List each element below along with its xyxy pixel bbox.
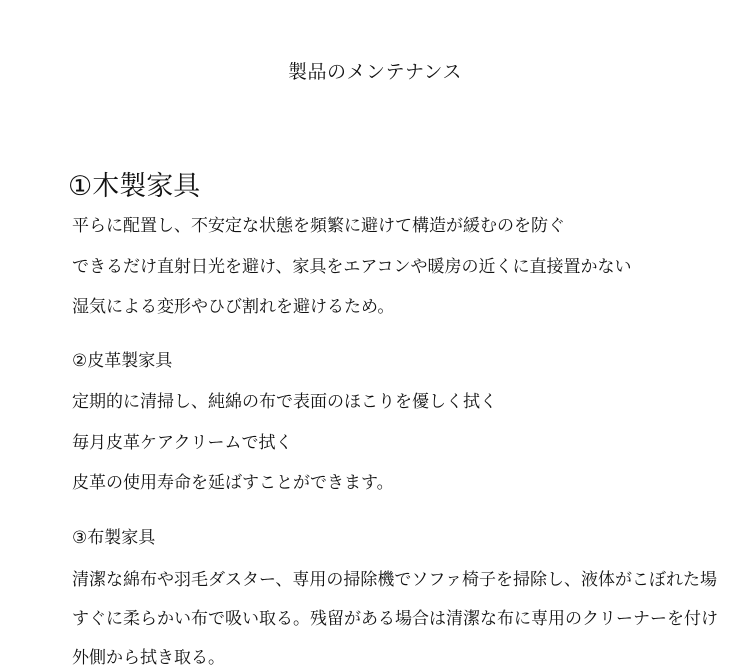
section-heading-wood: ①木製家具: [68, 171, 201, 202]
section-leather-line-3: 皮革の使用寿命を延ばすことができます。: [72, 473, 394, 493]
section-heading-fabric: ③布製家具: [72, 528, 156, 548]
section-fabric-line-1: 清潔な綿布や羽毛ダスター、専用の掃除機でソファ椅子を掃除し、液体がこぼれた場: [72, 570, 717, 590]
page-title: 製品のメンテナンス: [288, 61, 462, 83]
section-wood-line-2: できるだけ直射日光を避け、家具をエアコンや暖房の近くに直接置かない: [72, 257, 632, 277]
section-wood-line-1: 平らに配置し、不安定な状態を頻繁に避けて構造が緩むのを防ぐ: [72, 216, 565, 236]
section-wood-line-3: 湿気による変形やひび割れを避けるため。: [72, 297, 395, 317]
section-fabric-line-2: すぐに柔らかい布で吸い取る。残留がある場合は清潔な布に専用のクリーナーを付け: [72, 609, 718, 629]
section-leather-line-1: 定期的に清掃し、純綿の布で表面のほこりを優しく拭く: [72, 392, 497, 412]
section-heading-leather: ②皮革製家具: [72, 351, 173, 371]
section-leather-line-2: 毎月皮革ケアクリームで拭く: [72, 433, 293, 453]
section-fabric-line-3: 外側から拭き取る。: [72, 648, 225, 668]
